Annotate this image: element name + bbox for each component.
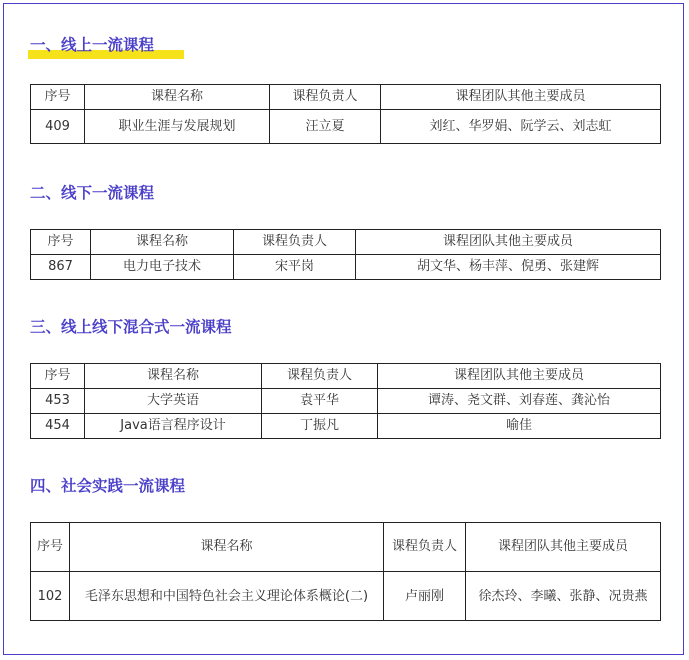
col-header-course-name: 课程名称 <box>91 230 234 255</box>
cell-lead: 宋平岗 <box>234 255 356 280</box>
col-header-members: 课程团队其他主要成员 <box>378 364 661 389</box>
cell-index: 409 <box>31 110 85 144</box>
section-heading-practice: 四、社会实践一流课程 <box>30 477 186 495</box>
section-heading-offline: 二、线下一流课程 <box>30 184 155 202</box>
cell-lead: 袁平华 <box>262 389 378 414</box>
cell-lead: 丁振凡 <box>262 414 378 439</box>
col-header-index: 序号 <box>31 85 85 110</box>
table-row <box>31 414 661 439</box>
course-table-practice <box>30 522 661 621</box>
table-row <box>31 572 661 621</box>
cell-lead: 卢丽刚 <box>384 572 466 621</box>
col-header-members: 课程团队其他主要成员 <box>466 523 661 572</box>
section-heading-blended: 三、线上线下混合式一流课程 <box>30 318 232 336</box>
cell-course-name: 毛泽东思想和中国特色社会主义理论体系概论(二) <box>70 572 384 621</box>
table-header-row <box>31 364 661 389</box>
course-table-offline <box>30 229 661 280</box>
table-row <box>31 389 661 414</box>
col-header-lead: 课程负责人 <box>262 364 378 389</box>
cell-members: 徐杰玲、李曦、张静、况贵燕 <box>466 572 661 621</box>
table-header-row <box>31 85 661 110</box>
table-header-row <box>31 523 661 572</box>
cell-index: 453 <box>31 389 85 414</box>
cell-members: 喻佳 <box>378 414 661 439</box>
table-row <box>31 110 661 144</box>
cell-index: 102 <box>31 572 70 621</box>
col-header-course-name: 课程名称 <box>85 85 270 110</box>
col-header-index: 序号 <box>31 230 91 255</box>
cell-members: 胡文华、杨丰萍、倪勇、张建辉 <box>356 255 661 280</box>
col-header-index: 序号 <box>31 523 70 572</box>
cell-members: 谭涛、尧文群、刘春莲、龚沁怡 <box>378 389 661 414</box>
cell-course-name: 职业生涯与发展规划 <box>85 110 270 144</box>
cell-lead: 汪立夏 <box>270 110 381 144</box>
table-header-row <box>31 230 661 255</box>
course-table-blended <box>30 363 661 439</box>
col-header-course-name: 课程名称 <box>85 364 262 389</box>
col-header-lead: 课程负责人 <box>384 523 466 572</box>
col-header-lead: 课程负责人 <box>270 85 381 110</box>
col-header-lead: 课程负责人 <box>234 230 356 255</box>
col-header-members: 课程团队其他主要成员 <box>381 85 661 110</box>
cell-index: 454 <box>31 414 85 439</box>
section-heading-online: 一、线上一流课程 <box>30 36 155 54</box>
col-header-index: 序号 <box>31 364 85 389</box>
col-header-members: 课程团队其他主要成员 <box>356 230 661 255</box>
col-header-course-name: 课程名称 <box>70 523 384 572</box>
cell-course-name: Java语言程序设计 <box>85 414 262 439</box>
table-row <box>31 255 661 280</box>
cell-course-name: 电力电子技术 <box>91 255 234 280</box>
cell-index: 867 <box>31 255 91 280</box>
course-table-online <box>30 84 661 144</box>
cell-course-name: 大学英语 <box>85 389 262 414</box>
cell-members: 刘红、华罗娟、阮学云、刘志虹 <box>381 110 661 144</box>
